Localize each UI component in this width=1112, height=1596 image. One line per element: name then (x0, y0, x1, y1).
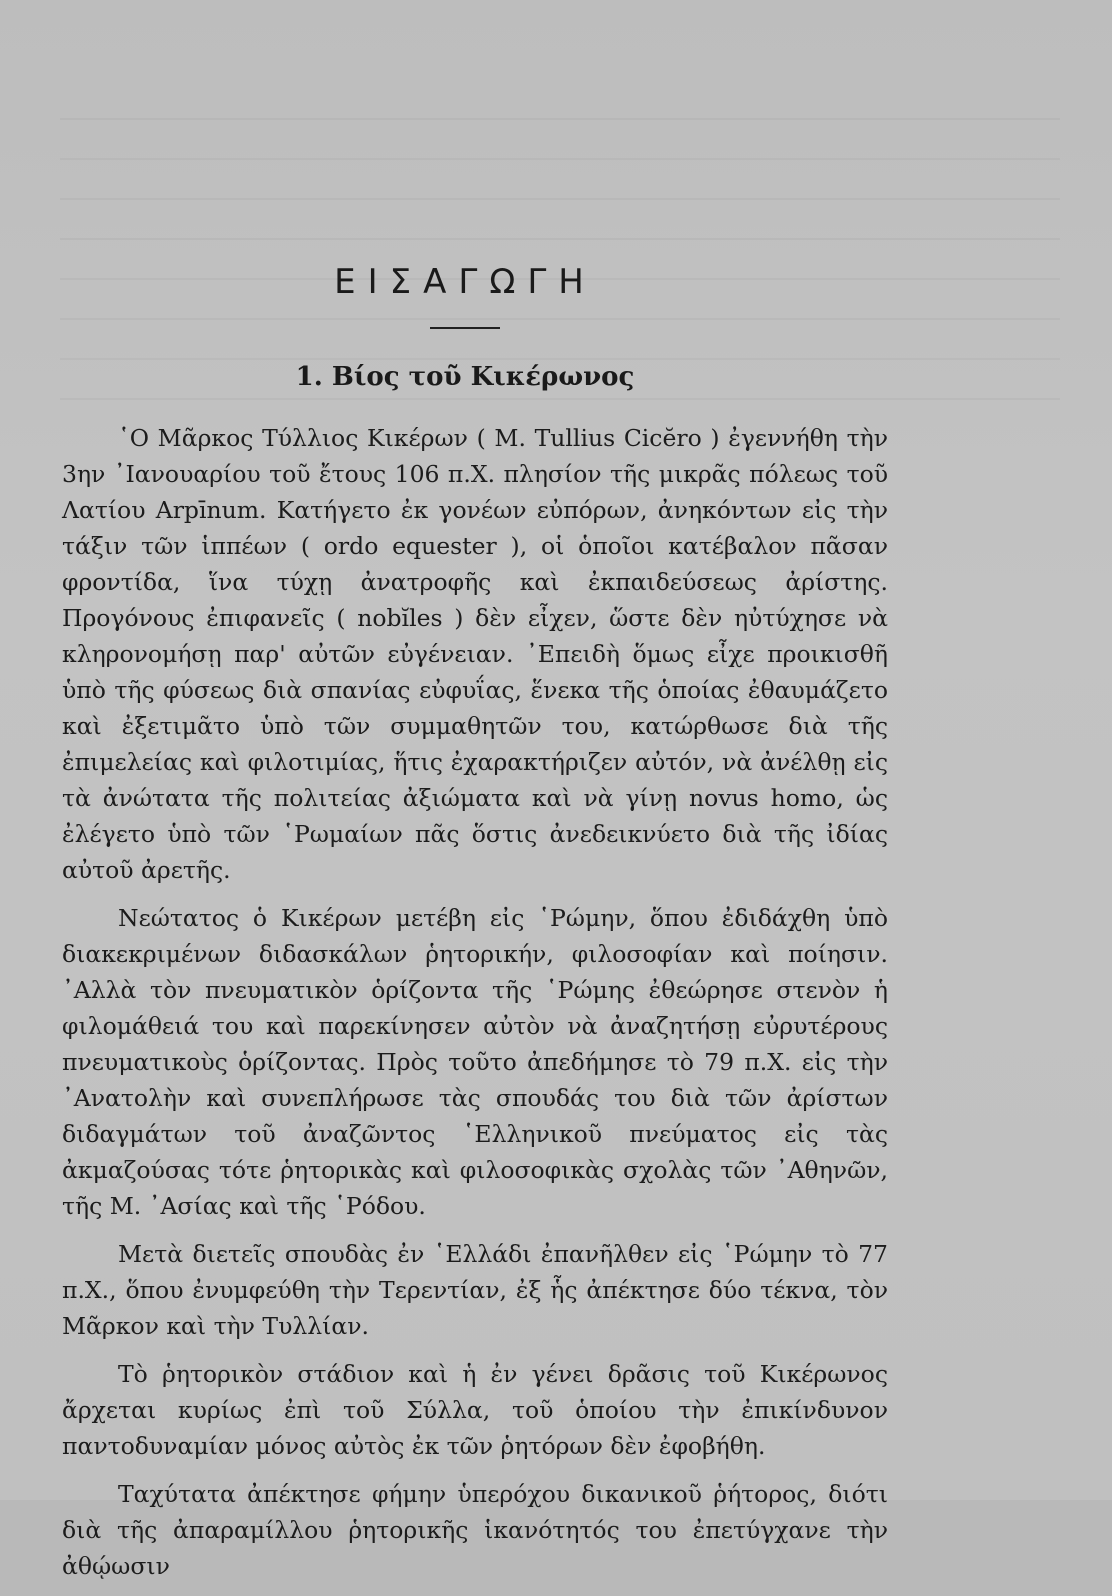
section-heading: 1. Βίος τοῦ Κικέρωνος (295, 362, 635, 392)
bleed-through-texture (60, 80, 1060, 400)
chapter-title: ΕΙΣΑΓΩΓΗ (334, 262, 596, 302)
paragraph: Τὸ ῥητορικὸν στάδιον καὶ ἡ ἐν γένει δρᾶσις τοῦ Κικέρωνος ἄρχεται κυρίως ἐπὶ τοῦ Σύλλα, τοῦ ὁποίου τὴν ἐπικίνδυνον παντοδυναμίαν μόνος αὐτὸς ἐκ τῶν ῥητόρων δὲν ἐφοβήθη. (62, 1360, 888, 1460)
paragraph: ῾Ο Μᾶρκος Τύλλιος Κικέρων ( M. Tullius Cicĕro ) ἐγεννήθη τὴν 3ην ᾿Ιανουαρίου τοῦ ἔτους 106 π.Χ. πλησίον τῆς μικρᾶς πόλεως τοῦ Λατίου Arpīnum. Κατήγετο ἐκ γονέων εὐπόρων, ἀνηκόντων εἰς τὴν τάξιν τῶν ἱππέων ( ordo equester ), οἱ ὁποῖοι κατέβαλον πᾶσαν φροντίδα, ἵνα τύχῃ ἀνατροφῆς καὶ ἐκπαιδεύσεως ἀρίστης. Προγόνους ἐπιφανεῖς ( nobĭles ) δὲν εἶχεν, ὥστε δὲν ηὐτύχησε νὰ κληρονομήσῃ παρ' αὐτῶν εὐγένειαν. ᾿Επειδὴ ὅμως εἶχε προικισθῆ ὑπὸ τῆς φύσεως διὰ σπανίας εὐφυΐας, ἕνεκα τῆς ὁποίας ἐθαυμάζετο καὶ ἐξετιμᾶτο ὑπὸ τῶν συμμαθητῶν του, κατώρθωσε διὰ τῆς ἐπιμελείας καὶ φιλοτιμίας, ἥτις ἐχαρακτήριζεν αὐτόν, νὰ ἀνέλθῃ εἰς τὰ ἀνώτατα τῆς πολιτείας ἀξιώματα καὶ νὰ γίνῃ novus homo, ὡς ἐλέγετο ὑπὸ τῶν ῾Ρωμαίων πᾶς ὅστις ἀνεδεικνύετο διὰ τῆς ἰδίας αὐτοῦ ἀρετῆς. (62, 424, 888, 884)
paragraph: Ταχύτατα ἀπέκτησε φήμην ὑπερόχου δικανικοῦ ῥήτορος, διότι διὰ τῆς ἀπαραμίλλου ῥητορικῆς ἱκανότητός του ἐπετύγχανε τὴν ἀθῴωσιν (62, 1480, 888, 1580)
body-text (62, 420, 888, 1596)
paragraph: Μετὰ διετεῖς σπουδὰς ἐν ῾Ελλάδι ἐπανῆλθεν εἰς ῾Ρώμην τὸ 77 π.Χ., ὅπου ἐνυμφεύθη τὴν Τερεντίαν, ἐξ ἧς ἀπέκτησε δύο τέκνα, τὸν Μᾶρκον καὶ τὴν Τυλλίαν. (62, 1240, 888, 1340)
title-divider (430, 327, 500, 329)
paragraph: Νεώτατος ὁ Κικέρων μετέβη εἰς ῾Ρώμην, ὅπου ἐδιδάχθη ὑπὸ διακεκριμένων διδασκάλων ῥητορικήν, φιλοσοφίαν καὶ ποίησιν. ᾿Αλλὰ τὸν πνευματικὸν ὁρίζοντα τῆς ῾Ρώμης ἐθεώρησε στενὸν ἡ φιλομάθειά του καὶ παρεκίνησεν αὐτὸν νὰ ἀναζητήσῃ εὐρυτέρους πνευματικοὺς ὁρίζοντας. Πρὸς τοῦτο ἀπεδήμησε τὸ 79 π.Χ. εἰς τὴν ᾿Ανατολὴν καὶ συνεπλήρωσε τὰς σπουδάς του διὰ τῶν ἀρίστων διδαγμάτων τοῦ ἀναζῶντος ῾Ελληνικοῦ πνεύματος εἰς τὰς ἀκμαζούσας τότε ῥητορικὰς καὶ φιλοσοφικὰς σχολὰς τῶν ᾿Αθηνῶν, τῆς Μ. ᾿Ασίας καὶ τῆς ῾Ρόδου. (62, 904, 888, 1220)
